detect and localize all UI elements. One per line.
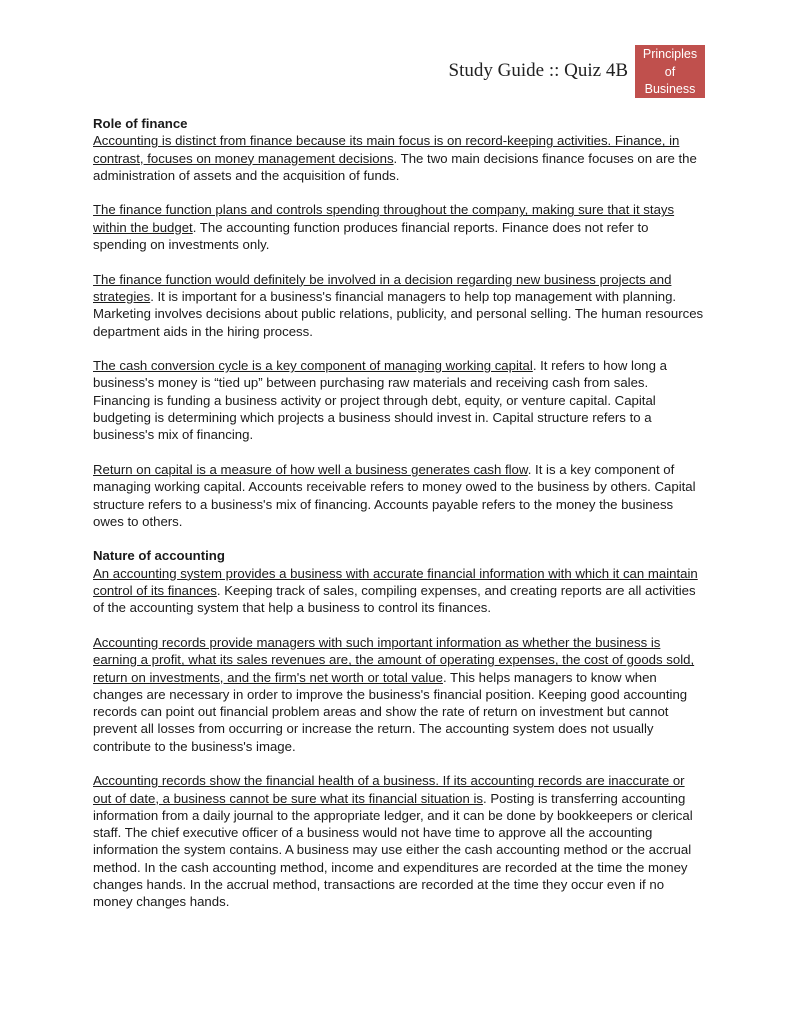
section-role-of-finance — [93, 115, 705, 530]
key-point: Accounting is distinct from finance because its main focus is on record-keeping activities. Finance, in contrast, focuses on money management decisions — [93, 133, 680, 166]
explanation: . Posting is transferring accounting information from a daily journal to the appropriate ledger, and it can be done by bookkeepers or clerical staff. The chief executive officer of a business would not have time to approve all the accounting information the system contains. A business may use either the cash accounting method or the accrual method. In the cash accounting method, income and expenditures are recorded at the time the money changes hands. In the accrual method, transactions are recorded at the time they occur even if no money changes hands. — [93, 790, 693, 910]
key-point: The finance function plans and controls spending throughout the company, making sure that it stays within the budget — [93, 202, 675, 235]
paragraph — [93, 201, 705, 253]
explanation: . It refers to how long a business's money is “tied up” between purchasing raw materials and receiving cash from sales. Financing is funding a business activity or project through debt, equity, or venture capital. Capital budgeting is determining which projects a business should invest in. Capital structure refers to a business's mix of financing. — [93, 358, 667, 443]
badge-line: Business — [644, 82, 696, 96]
section-heading: Role of finance — [93, 116, 188, 131]
badge-line: Principles — [642, 47, 698, 61]
key-point: Return on capital is a measure of how well a business generates cash flow — [93, 461, 528, 477]
explanation: . The accounting function produces financial reports. Finance does not refer to spending on investments only. — [93, 219, 649, 253]
paragraph — [93, 271, 705, 340]
paragraph — [93, 565, 705, 617]
subject-badge — [635, 45, 705, 98]
paragraph — [93, 772, 705, 910]
explanation: . It is a key component of managing working capital. Accounts receivable refers to money owed to the business by others. Capital structure refers to a business's mix of financing. Accounts payable refers to the money the business owes to others. — [93, 461, 696, 529]
explanation: . Keeping track of sales, compiling expenses, and creating reports are all activities of the accounting system that help a business to control its finances. — [93, 583, 696, 616]
paragraph — [93, 357, 705, 443]
paragraph — [93, 461, 705, 530]
key-point: The cash conversion cycle is a key component of managing working capital — [93, 358, 533, 374]
badge-line: of — [664, 64, 676, 79]
paragraph — [93, 132, 705, 184]
section-nature-of-accounting — [93, 547, 705, 910]
paragraph — [93, 634, 705, 755]
explanation: . It is important for a business's financial managers to help top management with planning. Marketing involves decisions about public relations, publicity, and personal selling. The human resources department aids in the hiring process. — [93, 288, 704, 339]
key-point: Accounting records show the financial health of a business. If its accounting records are inaccurate or out of date, a business cannot be sure what its financial situation is — [93, 773, 685, 806]
key-point: An accounting system provides a business with accurate financial information with which it can maintain control of its finances — [93, 565, 698, 599]
explanation: . The two main decisions finance focuses on are the administration of assets and the acquisition of funds. — [93, 150, 697, 183]
key-point: The finance function would definitely be involved in a decision regarding new business projects and strategies — [93, 271, 672, 304]
page-title: Study Guide :: Quiz 4B — [448, 60, 628, 81]
key-point: Accounting records provide managers with such important information as whether the business is earning a profit, what its sales revenues are, the amount of operating expenses, the cost of goods sold, return on investments, and the firm's net worth or total value — [93, 634, 695, 685]
section-heading: Nature of accounting — [93, 548, 225, 564]
explanation: . This helps managers to know when changes are necessary in order to improve the business's financial position. Keeping good accounting records can point out financial problem areas and show the rate of return on investment but cannot prevent all losses from occurring or increase the return. The accounting system does not usually contribute to the business's image. — [93, 669, 688, 754]
document-body — [93, 115, 705, 928]
